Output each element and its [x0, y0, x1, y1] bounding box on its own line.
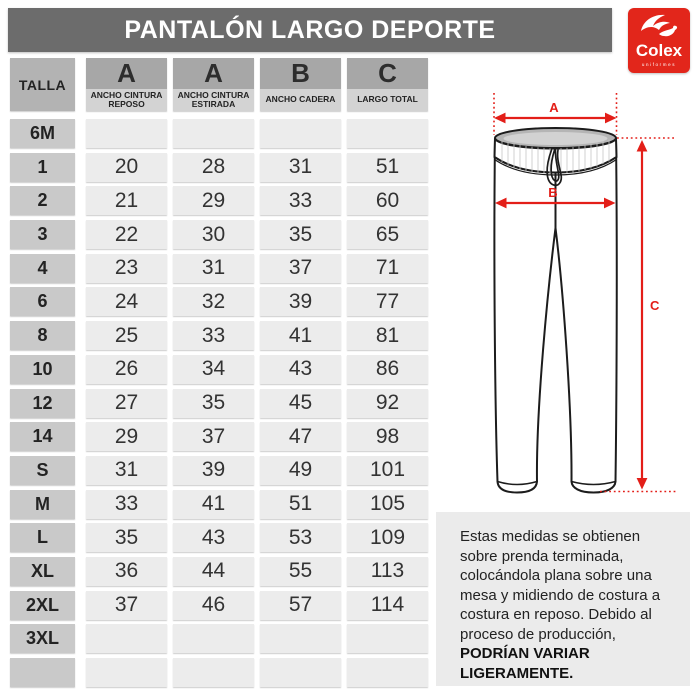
- measurement-cell: 101: [347, 456, 428, 485]
- measurement-cell: 86: [347, 355, 428, 384]
- measurement-cell: [86, 624, 167, 653]
- measurement-cell: 41: [260, 321, 341, 350]
- size-table-rows: [10, 119, 428, 687]
- size-label: 4: [10, 254, 75, 283]
- table-row: [10, 624, 428, 653]
- table-row: [10, 186, 428, 215]
- size-label: 12: [10, 389, 75, 418]
- measurement-cell: 109: [347, 523, 428, 552]
- title-bar: [8, 8, 612, 52]
- measurement-cell: [173, 658, 254, 687]
- measurement-cell: 49: [260, 456, 341, 485]
- measurement-cell: [173, 624, 254, 653]
- size-column-header: TALLA: [10, 58, 75, 111]
- measurement-cell: 114: [347, 591, 428, 620]
- size-label: 10: [10, 355, 75, 384]
- measurement-cell: 45: [260, 389, 341, 418]
- column-letter: A: [173, 58, 254, 89]
- measurement-cell: [260, 658, 341, 687]
- measurement-cell: 47: [260, 422, 341, 451]
- measurement-cell: 33: [173, 321, 254, 350]
- brand-name: Colex: [635, 41, 683, 60]
- measurement-cell: 60: [347, 186, 428, 215]
- table-row: [10, 287, 428, 316]
- measurement-cell: 36: [86, 557, 167, 586]
- table-row: [10, 355, 428, 384]
- measurement-cell: 31: [86, 456, 167, 485]
- note-text: [460, 527, 667, 683]
- column-header-waist-rest: [86, 58, 167, 111]
- measurement-cell: 29: [173, 186, 254, 215]
- measurement-cell: 51: [347, 153, 428, 182]
- measurement-cell: 35: [86, 523, 167, 552]
- size-label: L: [10, 523, 75, 552]
- measurement-cell: 37: [260, 254, 341, 283]
- measurement-cell: 24: [86, 287, 167, 316]
- measurement-cell: 71: [347, 254, 428, 283]
- measurement-cell: 37: [86, 591, 167, 620]
- column-subtitle: ANCHO CADERA: [260, 89, 341, 111]
- measurement-cell: 44: [173, 557, 254, 586]
- table-row: [10, 254, 428, 283]
- table-row: [10, 321, 428, 350]
- size-label: S: [10, 456, 75, 485]
- measurement-cell: [347, 119, 428, 148]
- table-row: [10, 658, 428, 687]
- table-row: [10, 557, 428, 586]
- size-label: M: [10, 490, 75, 519]
- measurement-cell: 31: [173, 254, 254, 283]
- measurement-note: [436, 512, 690, 686]
- measurement-cell: 27: [86, 389, 167, 418]
- measurement-cell: 55: [260, 557, 341, 586]
- measure-c-arrow: [600, 138, 676, 492]
- measurement-cell: 25: [86, 321, 167, 350]
- measurement-cell: 21: [86, 186, 167, 215]
- size-label: 1: [10, 153, 75, 182]
- measurement-cell: 39: [173, 456, 254, 485]
- measurement-cell: 41: [173, 490, 254, 519]
- size-label: XL: [10, 557, 75, 586]
- measurement-cell: [173, 119, 254, 148]
- measurement-cell: 51: [260, 490, 341, 519]
- table-row: [10, 422, 428, 451]
- brand-logo: [628, 8, 690, 73]
- measurement-cell: 22: [86, 220, 167, 249]
- note-normal-text: Estas medidas se obtienen sobre prenda terminada, colocándola plana sobre una mesa y midiendo de costura a costura en reposo. Debido al proceso de producción,: [460, 528, 661, 643]
- size-label: 3XL: [10, 624, 75, 653]
- brand-subtitle: uniformes: [641, 62, 677, 67]
- measurement-cell: 28: [173, 153, 254, 182]
- size-label: 6: [10, 287, 75, 316]
- measurement-cell: 53: [260, 523, 341, 552]
- measurement-cell: 43: [173, 523, 254, 552]
- measurement-cell: 98: [347, 422, 428, 451]
- page-title: PANTALÓN LARGO DEPORTE: [124, 15, 496, 44]
- pants-diagram: [440, 88, 690, 503]
- measurement-cell: 39: [260, 287, 341, 316]
- column-header-length: [347, 58, 428, 111]
- size-table: [10, 58, 428, 692]
- size-label: 2: [10, 186, 75, 215]
- size-label: [10, 658, 75, 687]
- measurement-cell: 113: [347, 557, 428, 586]
- bird-icon: [637, 12, 681, 42]
- measurement-cell: 31: [260, 153, 341, 182]
- table-row: [10, 153, 428, 182]
- measurement-cell: 34: [173, 355, 254, 384]
- measure-c-label: C: [650, 298, 660, 313]
- table-row: [10, 490, 428, 519]
- measurement-cell: 20: [86, 153, 167, 182]
- measurement-cell: 65: [347, 220, 428, 249]
- measurement-cell: 33: [260, 186, 341, 215]
- table-header: [10, 58, 428, 111]
- column-letter: C: [347, 58, 428, 89]
- measurement-cell: 92: [347, 389, 428, 418]
- table-row: [10, 456, 428, 485]
- measurement-cell: 57: [260, 591, 341, 620]
- measurement-cell: 32: [173, 287, 254, 316]
- measurement-cell: 35: [173, 389, 254, 418]
- column-subtitle: LARGO TOTAL: [347, 89, 428, 111]
- measurement-cell: [86, 119, 167, 148]
- size-label: 6M: [10, 119, 75, 148]
- measurement-cell: 46: [173, 591, 254, 620]
- size-label: 2XL: [10, 591, 75, 620]
- column-letter: A: [86, 58, 167, 89]
- column-letter: B: [260, 58, 341, 89]
- column-header-hip: [260, 58, 341, 111]
- measurement-cell: 30: [173, 220, 254, 249]
- note-bold-text: PODRÍAN VARIAR LIGERAMENTE.: [460, 645, 590, 682]
- measurement-cell: 33: [86, 490, 167, 519]
- table-row: [10, 119, 428, 148]
- table-row: [10, 523, 428, 552]
- measurement-cell: [347, 658, 428, 687]
- measurement-cell: 26: [86, 355, 167, 384]
- measure-a-label: A: [549, 100, 559, 115]
- measurement-cell: 81: [347, 321, 428, 350]
- measurement-cell: 37: [173, 422, 254, 451]
- measurement-cell: 23: [86, 254, 167, 283]
- table-row: [10, 220, 428, 249]
- size-label: 14: [10, 422, 75, 451]
- measurement-cell: [260, 624, 341, 653]
- measurement-cell: [347, 624, 428, 653]
- measurement-cell: [260, 119, 341, 148]
- measurement-cell: 43: [260, 355, 341, 384]
- measurement-cell: [86, 658, 167, 687]
- table-row: [10, 389, 428, 418]
- measurement-cell: 29: [86, 422, 167, 451]
- measurement-cell: 35: [260, 220, 341, 249]
- size-label: 8: [10, 321, 75, 350]
- measurement-cell: 77: [347, 287, 428, 316]
- measurement-cell: 105: [347, 490, 428, 519]
- column-subtitle: ANCHO CINTURA REPOSO: [86, 89, 167, 111]
- size-label: 3: [10, 220, 75, 249]
- table-row: [10, 591, 428, 620]
- measure-b-label: B: [548, 185, 558, 200]
- column-header-waist-stretched: [173, 58, 254, 111]
- column-subtitle: ANCHO CINTURA ESTIRADA: [173, 89, 254, 111]
